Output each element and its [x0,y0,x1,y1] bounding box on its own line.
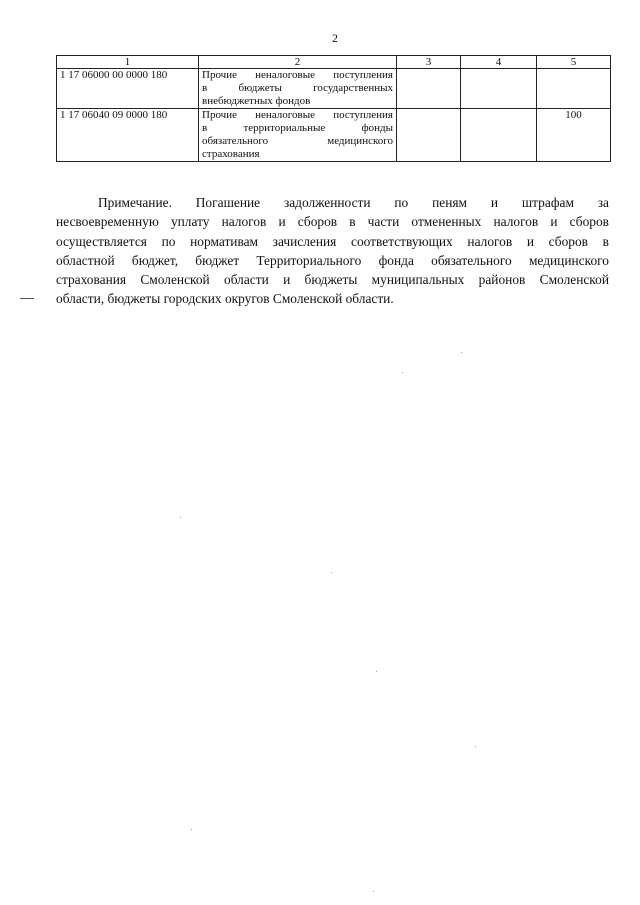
revenue-name-line: внебюджетных фондов [202,95,311,107]
scan-speck [461,352,462,353]
column-header-1: 1 [57,56,199,69]
revenue-code: 1 17 06040 09 0000 180 [57,109,199,162]
note-line: Примечание. Погашение задолженности по пеням и штрафам за [98,195,609,210]
revenue-name-line: Прочие неналоговые поступления [202,69,393,81]
value-col-5 [537,69,611,109]
revenue-name-line: обязательного медицинского [202,135,393,147]
value-col-4 [461,109,537,162]
table-row [57,109,611,162]
value-col-5: 100 [537,109,611,162]
table-header-row [57,56,611,69]
value-col-3 [397,109,461,162]
revenue-name [199,69,397,109]
scan-speck [475,746,476,747]
column-header-4: 4 [461,56,537,69]
revenue-name-line: страхования [202,148,260,160]
column-header-3: 3 [397,56,461,69]
note-line: несвоевременную уплату налогов и сборов в части отмененных налогов и сборов [56,214,609,230]
scan-speck [180,517,181,518]
scan-speck [191,829,192,830]
margin-mark [20,298,34,299]
revenue-name-line: Прочие неналоговые поступления [202,109,393,121]
value-col-4 [461,69,537,109]
note-paragraph [56,193,609,309]
revenue-name-line: в территориальные фонды [202,122,393,134]
revenue-codes-table [56,55,611,162]
revenue-name [199,109,397,162]
note-line: страхования Смоленской области и бюджеты муниципальных районов Смоленской [56,272,609,288]
note-line: областной бюджет, бюджет Территориального фонда обязательного медицинского [56,252,609,268]
note-line: области, бюджеты городских округов Смоленской области. [56,291,394,307]
revenue-name-line: в бюджеты государственных [202,82,393,94]
column-header-2: 2 [199,56,397,69]
scan-speck [331,572,332,573]
column-header-5: 5 [537,56,611,69]
scan-speck [402,372,403,373]
note-line: осуществляется по нормативам зачисления соответствующих налогов и сборов в [56,233,609,249]
scan-speck [376,671,377,672]
revenue-code: 1 17 06000 00 0000 180 [57,69,199,109]
value-col-3 [397,69,461,109]
page-number: 2 [332,31,338,45]
scan-speck [373,891,374,892]
table-row [57,69,611,109]
